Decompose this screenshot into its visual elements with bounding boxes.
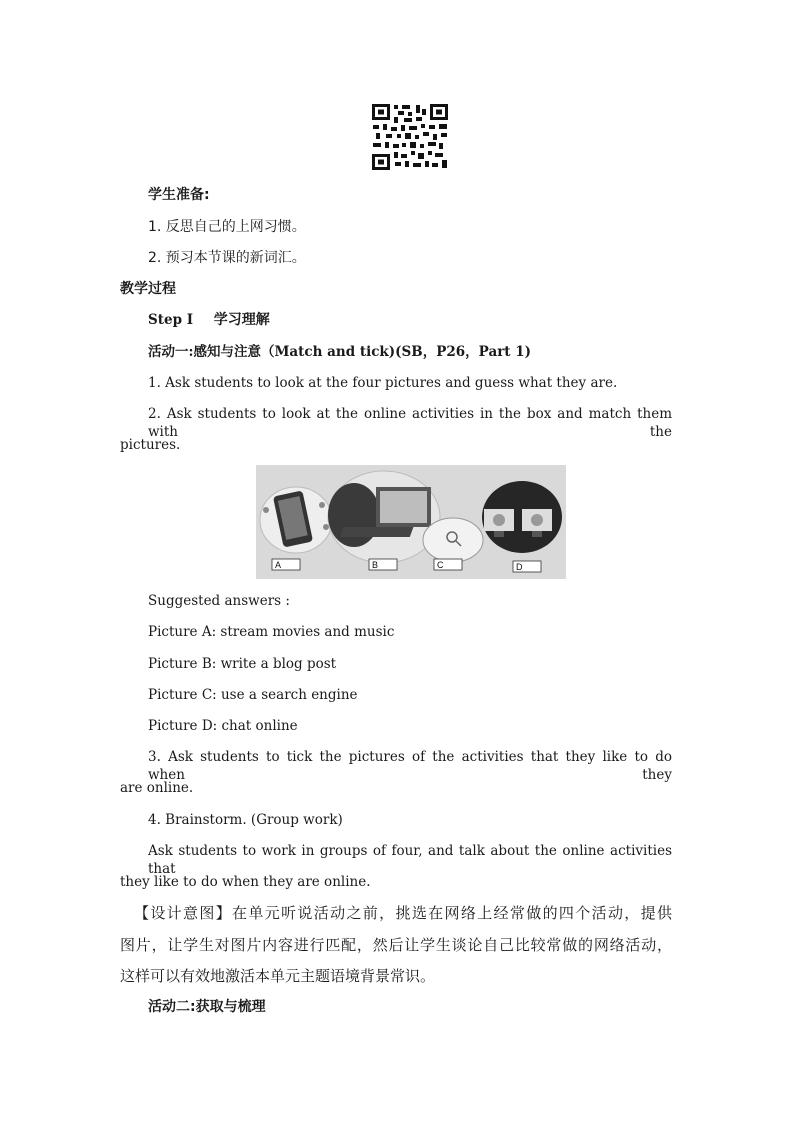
process-title: 教学过程 [120,281,176,297]
figure-label-a: A [275,560,282,570]
activity1-step3-line2: are online. [120,780,194,796]
step1-title: 学习理解 [213,312,270,328]
prep-item-2: 2. 预习本节课的新词汇。 [148,250,306,266]
activity1-step4: 4. Brainstorm. (Group work) [148,812,343,828]
prep-item-1: 1. 反思自己的上网习惯。 [148,219,306,235]
answer-d: Picture D: chat online [148,718,298,734]
activities-figure [256,465,566,579]
design-intent-line2: 图片，让学生对图片内容进行匹配，然后让学生谈论自己比较常做的网络活动， [120,936,672,954]
qr-code [371,103,449,171]
figure-label-b: B [372,560,379,570]
answer-b: Picture B: write a blog post [148,656,337,672]
activity1-title: 活动一:感知与注意（Match and tick)(SB，P26，Part 1) [148,344,532,360]
activity1-step2-line1: 2. Ask students to look at the online activities in the box and match them with the [148,406,672,440]
step1-label: Step I [148,312,194,328]
design-intent-line1: 【设计意图】在单元听说活动之前，挑选在网络上经常做的四个活动，提供 [134,904,672,922]
activities-illustration [256,465,566,579]
activity1-step4-desc-line2: they like to do when they are online. [120,874,371,890]
activity1-step4-desc-line1: Ask students to work in groups of four, and talk about the online activities that [148,843,672,877]
activity1-step3-line1: 3. Ask students to tick the pictures of the activities that they like to do when they [148,749,672,783]
activity1-step2-line2: pictures. [120,437,181,453]
figure-label-c: C [437,560,444,570]
answer-c: Picture C: use a search engine [148,687,358,703]
suggested-answers-title: Suggested answers : [148,593,290,609]
prep-title: 学生准备: [148,187,210,203]
figure-label-d: D [516,562,523,572]
design-intent-line3: 这样可以有效地激活本单元主题语境背景常识。 [120,967,436,985]
step1-heading [148,311,700,329]
answer-a: Picture A: stream movies and music [148,624,395,640]
activity2-title: 活动二:获取与梳理 [148,999,266,1015]
activity1-step1: 1. Ask students to look at the four pictures and guess what they are. [148,375,618,391]
